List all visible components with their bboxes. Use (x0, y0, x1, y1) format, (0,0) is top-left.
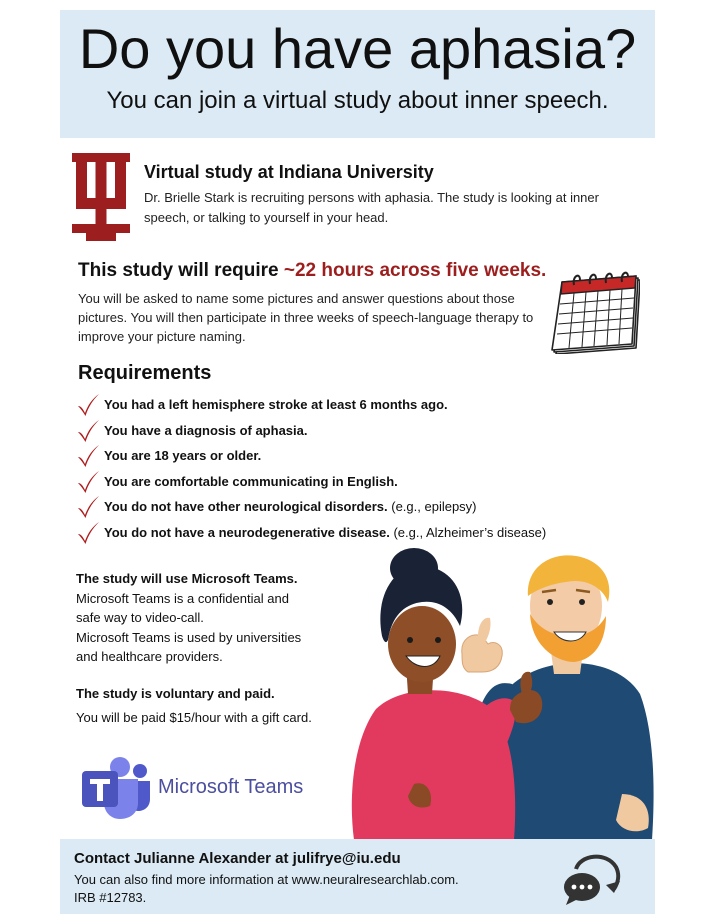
contact-line: Contact Julianne Alexander at julifrye@iu.edu (74, 850, 401, 867)
more-info-line: You can also find more information at www.neuralresearchlab.com. (74, 872, 459, 887)
checkmark-icon (76, 393, 100, 417)
payment-text: You will be paid $15/hour with a gift card. (76, 709, 312, 725)
requirement-item (76, 520, 646, 546)
chat-refresh-icon (560, 849, 626, 909)
teams-info-block (76, 569, 336, 667)
requirement-item (76, 494, 646, 520)
microsoft-teams-label: Microsoft Teams (158, 776, 304, 798)
requirement-text: You have a diagnosis of aphasia. (104, 422, 308, 438)
requirement-note: (e.g., epilepsy) (387, 499, 477, 514)
header-banner (60, 10, 655, 138)
time-commitment-description: You will be asked to name some pictures and answer questions about those pictures. You will then participate in three weeks of speech-language therapy to improve your picture naming. (78, 291, 534, 344)
teams-info-line-2: Microsoft Teams is used by universities and healthcare providers. (76, 629, 302, 664)
requirement-item (76, 392, 646, 418)
requirements-list (76, 392, 646, 545)
payment-info-block (76, 684, 336, 727)
teams-info-heading: The study will use Microsoft Teams. (76, 571, 298, 586)
calendar-icon (548, 258, 640, 354)
requirement-item (76, 443, 646, 469)
requirement-item (76, 418, 646, 444)
requirement-text: You do not have a neurodegenerative disease. (104, 524, 390, 540)
iu-trident-logo-icon (72, 153, 130, 241)
requirement-item (76, 469, 646, 495)
study-description: Dr. Brielle Stark is recruiting persons with aphasia. The study is looking at inner speech, or talking to yourself in your head. (144, 190, 599, 225)
time-commitment-heading (78, 259, 546, 283)
people-illustration-icon (322, 544, 655, 840)
microsoft-teams-logo-icon (82, 755, 152, 819)
checkmark-icon (76, 470, 100, 494)
time-commitment-accent: ~22 hours across five weeks. (283, 260, 547, 281)
checkmark-icon (76, 521, 100, 545)
requirement-text: You are comfortable communicating in English. (104, 473, 398, 489)
sub-title: You can join a virtual study about inner speech. (106, 87, 609, 114)
requirement-text: You had a left hemisphere stroke at least 6 months ago. (104, 397, 448, 412)
requirement-note: (e.g., Alzheimer’s disease) (389, 524, 547, 540)
checkmark-icon (76, 495, 100, 519)
payment-heading: The study is voluntary and paid. (76, 686, 275, 701)
checkmark-icon (76, 444, 100, 468)
flyer-page (60, 10, 655, 914)
requirement-text: You are 18 years or older. (104, 448, 262, 463)
footer-banner (60, 839, 655, 914)
requirement-text: You do not have other neurological disorders. (104, 499, 388, 514)
main-title: Do you have aphasia? (78, 17, 637, 80)
study-heading: Virtual study at Indiana University (144, 162, 434, 182)
irb-number: IRB #12783. (74, 890, 147, 905)
teams-info-line-1: Microsoft Teams is a confidential and safe way to video-call. (76, 590, 289, 625)
requirements-title: Requirements (78, 362, 212, 384)
checkmark-icon (76, 419, 100, 443)
time-commitment-prefix: This study will require (78, 260, 284, 281)
